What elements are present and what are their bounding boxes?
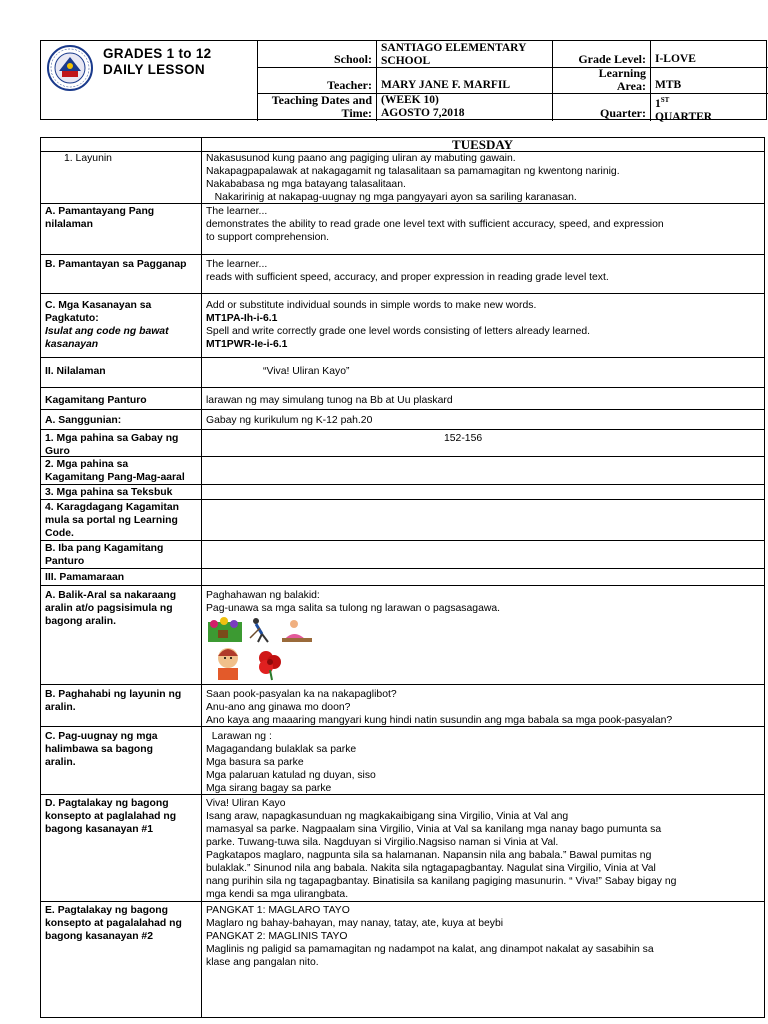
school-value: SANTIAGO ELEMENTARY SCHOOL — [381, 42, 527, 67]
nilalaman-value: “Viva! Uliran Kayo” — [263, 366, 350, 377]
paghahabi-content: Saan pook-pasyalan ka na nakapaglibot? Anu-ano ang ginawa mo doon? Ano kaya ang maaaring mangyari kung hindi natin susundin ang mga babala sa mga pook-pasyalan? — [206, 689, 673, 726]
pamantayan-pagganap-label: B. Pamantayan sa Pagganap — [45, 259, 187, 270]
lesson-table — [40, 137, 765, 1018]
grade-level-label: Grade Level: — [578, 52, 646, 66]
pagtalakay-2-content: PANGKAT 1: MAGLARO TAYO Maglaro ng bahay-bahayan, may nanay, tatay, ate, kuya at beybi PANGKAT 2: MAGLINIS TAYO Maglinis ng paligid sa pamamagitan ng nadampot na kalat, ang dinampot nakalat ay sasabihin sa klase ang pangalan nito. — [206, 905, 654, 968]
teksbuk-label: 3. Mga pahina sa Teksbuk — [45, 487, 173, 498]
lesson-header — [40, 40, 767, 123]
paghahabi-label: B. Paghahabi ng layunin ng aralin. — [45, 689, 182, 713]
pag-uugnay-label: C. Pag-uugnay ng mga halimbawa sa bagong aralin. — [45, 731, 158, 768]
competency-code-1: MT1PA-Ih-i-6.1 — [206, 313, 278, 324]
layunin-label: 1. Layunin — [64, 153, 112, 164]
grade-level-value: I-LOVE — [655, 53, 696, 65]
pamantayan-pagganap-content: The learner... reads with sufficient speed, accuracy, and proper expression in reading grade level text. — [206, 259, 609, 283]
competency-code-2: MT1PWR-Ie-i-6.1 — [206, 339, 288, 350]
balik-aral-content: Paghahawan ng balakid: Pag-unawa sa mga salita sa tulong ng larawan o pagsasagawa. — [206, 590, 501, 614]
learning-area-value: MTB — [655, 79, 682, 91]
pagtalakay-1-label: D. Pagtalakay ng bagong konsepto at paglalahad ng bagong kasanayan #1 — [45, 798, 177, 835]
kasanayan-label: C. Mga Kasanayan sa Pagkatuto: Isulat ang code ng bawat kasanayan — [45, 300, 169, 350]
red-flower-picture — [259, 651, 281, 680]
balik-aral-label: A. Balik-Aral sa nakaraang aralin at/o pagsisimula ng bagong aralin. — [45, 590, 177, 627]
school-label: School: — [333, 52, 372, 66]
pamantayang-pang-label: A. Pamantayang Pang nilalaman — [45, 206, 155, 230]
daily-lesson-line: DAILY LESSON — [103, 62, 205, 77]
iba-pang-label: B. Iba pang Kagamitang Panturo — [45, 543, 164, 567]
grades-line: GRADES 1 to 12 — [103, 46, 212, 61]
pamantayang-pang-content: The learner... demonstrates the ability to read grade one level text with sufficient accuracy, speed, and expression to support comprehension. — [206, 206, 664, 243]
deped-seal-icon — [47, 45, 93, 91]
kagamitang-panturo-label: Kagamitang Panturo — [45, 395, 147, 406]
vocabulary-pictures — [206, 612, 316, 682]
pagtalakay-1-content: Viva! Uliran Kayo Isang araw, napagkasunduan ng magkakaibigang sina Virgilio, Vinia at Val ang mamasyal sa parke. Nagpaalam sina Virgilio, Vinia at Val sa kanilang mga nanay bago pumunta sa parke. Tuwang-tuwa sila. Nagduyan si Virgilio.Nagsiso naman si Vinia at Val. Pagkatapos maglaro, nagpunta sila sa halamanan. Napansin nila ang babala.” Bawal pumitas ng bulaklak.” Sinunod nila ang babala. Nakita sila ngtagapagbantay. Nagulat sina Virgilio, Vinia at Val nang purihin sila ng tagapagbantay. Binatisila sa kanilang pagiging masunurin. “ Viva!” Sabay bigay ng mga kendi sa mga ulirangbata. — [206, 798, 677, 900]
kagamitang-panturo-value: larawan ng may simulang tunog na Bb at Uu plaskard — [206, 395, 453, 406]
learning-area-label: Learning Area: — [598, 66, 646, 93]
sanggunian-label: A. Sanggunian: — [45, 415, 122, 426]
karagdagang-label: 4. Karagdagang Kagamitan mula sa portal ng Learning Code. — [45, 502, 179, 539]
layunin-content: Nakasusunod kung paano ang pagiging uliran ay mabuting gawain. Nakapagpapalawak at nakagagamit ng talasalitaan sa pamamagitan ng kwentong narinig. Nakababasa ng mga batayang talasalitaan. Nakaririnig at nakapag-uugnay ng mga pangyayari ayon sa sariling karanasan. — [206, 153, 620, 203]
teacher-value: MARY JANE F. MARFIL — [381, 79, 511, 91]
girl-picture — [218, 648, 238, 680]
gabay-guro-value: 152-156 — [444, 433, 483, 444]
kasanayan-content: Add or substitute individual sounds in simple words to make new words. MT1PA-Ih-i-6.1 Spell and write correctly grade one level words consisting of letters already learned. MT1PWR-Ie-i-6.1 — [206, 300, 591, 350]
gabay-guro-label: 1. Mga pahina sa Gabay ng Guro — [45, 433, 179, 457]
day-header: TUESDAY — [452, 137, 513, 152]
cleaning-picture — [282, 620, 312, 642]
quarter-value: 1ST QUARTER — [655, 96, 713, 123]
document-title — [103, 46, 211, 78]
quarter-label: Quarter: — [600, 106, 646, 120]
kagamitang-mag-aaral-label: 2. Mga pahina sa Kagamitang Pang-Mag-aaral — [45, 459, 185, 483]
pag-uugnay-content: Larawan ng : Magagandang bulaklak sa parke Mga basura sa parke Mga palaruan katulad ng duyan, siso Mga sirang bagay sa parke — [206, 731, 376, 794]
park-garden-picture — [208, 617, 242, 642]
gardener-picture — [250, 618, 268, 642]
teacher-label: Teacher: — [327, 78, 372, 92]
nilalaman-label: II. Nilalaman — [45, 366, 106, 377]
pamamaraan-label: III. Pamamaraan — [45, 572, 125, 583]
pagtalakay-2-label: E. Pagtalakay ng bagong konsepto at pagalalahad ng bagong kasanayan #2 — [45, 905, 182, 942]
teaching-dates-label: Teaching Dates and Time: — [271, 93, 372, 120]
sanggunian-value: Gabay ng kurikulum ng K-12 pah.20 — [206, 415, 373, 426]
teaching-dates-value: (WEEK 10) AGOSTO 7,2018 — [381, 94, 465, 119]
